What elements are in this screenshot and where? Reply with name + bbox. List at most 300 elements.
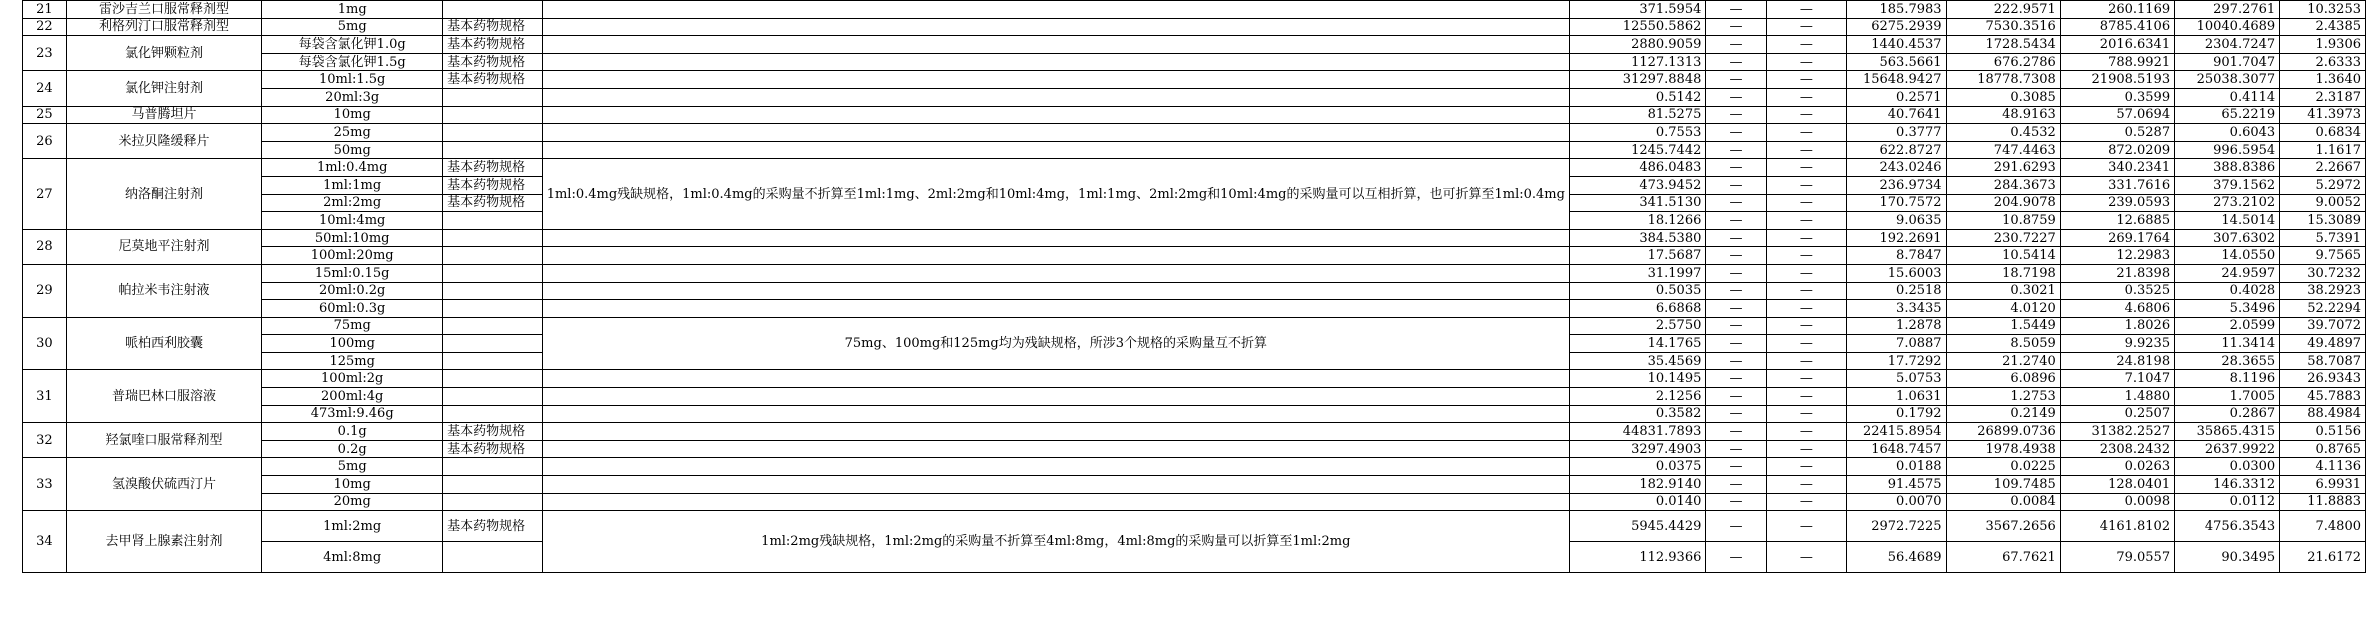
basic-drug-flag-cell xyxy=(443,493,543,511)
value-cell-5: 9.7565 xyxy=(2280,247,2366,265)
drug-name-cell: 哌柏西利胶囊 xyxy=(66,317,261,370)
value-cell-1: 0.3777 xyxy=(1847,124,1947,142)
value-cell-5: 11.8883 xyxy=(2280,493,2366,511)
basic-drug-flag-cell: 基本药物规格 xyxy=(443,440,543,458)
value-cell-5: 41.3973 xyxy=(2280,106,2366,124)
table-row xyxy=(23,370,2366,388)
value-cell-5: 0.8765 xyxy=(2280,440,2366,458)
basic-drug-flag-cell xyxy=(443,1,543,19)
row-number-cell: 22 xyxy=(23,18,67,36)
value-cell-4: 10040.4689 xyxy=(2175,18,2280,36)
conversion-note-cell: 1ml:0.4mg残缺规格，1ml:0.4mg的采购量不折算至1ml:1mg、2ml:2mg和10ml:4mg，1ml:1mg、2ml:2mg和10ml:4mg的采购量可以互相折算，也可折算至1ml:0.4mg xyxy=(542,159,1569,229)
value-cell-1: 563.5661 xyxy=(1847,53,1947,71)
value-cell-5: 2.6333 xyxy=(2280,53,2366,71)
value-cell-3: 0.3599 xyxy=(2060,88,2174,106)
table-row xyxy=(23,247,2366,265)
value-cell-1: 185.7983 xyxy=(1847,1,1947,19)
value-cell-5: 2.4385 xyxy=(2280,18,2366,36)
value-cell-3: 128.0401 xyxy=(2060,476,2174,494)
dash-cell: — xyxy=(1706,106,1766,124)
dash-cell: — xyxy=(1766,264,1846,282)
table-row xyxy=(23,282,2366,300)
value-cell-1: 8.7847 xyxy=(1847,247,1947,265)
conversion-note-cell xyxy=(542,370,1569,388)
value-cell-4: 65.2219 xyxy=(2175,106,2280,124)
table-row xyxy=(23,388,2366,406)
value-cell-1: 243.0246 xyxy=(1847,159,1947,177)
value-cell-5: 0.5156 xyxy=(2280,423,2366,441)
dash-cell: — xyxy=(1766,423,1846,441)
basic-drug-flag-cell xyxy=(443,352,543,370)
value-cell-3: 1.4880 xyxy=(2060,388,2174,406)
dash-cell: — xyxy=(1706,247,1766,265)
spec-cell: 5mg xyxy=(262,458,443,476)
spec-cell: 100mg xyxy=(262,335,443,353)
value-cell-3: 0.0098 xyxy=(2060,493,2174,511)
dash-cell: — xyxy=(1766,352,1846,370)
basic-drug-flag-cell xyxy=(443,106,543,124)
value-cell-4: 90.3495 xyxy=(2175,542,2280,573)
spec-cell: 1mg xyxy=(262,1,443,19)
value-cell-4: 0.4028 xyxy=(2175,282,2280,300)
row-number-cell: 33 xyxy=(23,458,67,511)
value-cell-3: 239.0593 xyxy=(2060,194,2174,212)
row-number-cell: 28 xyxy=(23,229,67,264)
table-body xyxy=(23,1,2366,573)
spec-cell: 1ml:1mg xyxy=(262,176,443,194)
value-cell-2: 1.5449 xyxy=(1946,317,2060,335)
value-cell-5: 1.9306 xyxy=(2280,36,2366,54)
table-row xyxy=(23,317,2366,335)
value-cell-4: 24.9597 xyxy=(2175,264,2280,282)
value-cell-5: 9.0052 xyxy=(2280,194,2366,212)
dash-cell: — xyxy=(1766,335,1846,353)
dash-cell: — xyxy=(1706,458,1766,476)
table-row xyxy=(23,141,2366,159)
spec-cell: 10mg xyxy=(262,476,443,494)
row-number-cell: 32 xyxy=(23,423,67,458)
value-cell-4: 2.0599 xyxy=(2175,317,2280,335)
value-cell-2: 204.9078 xyxy=(1946,194,2060,212)
value-cell-3: 2308.2432 xyxy=(2060,440,2174,458)
basic-drug-flag-cell: 基本药物规格 xyxy=(443,423,543,441)
purchase-amount-cell: 12550.5862 xyxy=(1569,18,1705,36)
spec-cell: 100ml:2g xyxy=(262,370,443,388)
value-cell-2: 4.0120 xyxy=(1946,300,2060,318)
purchase-amount-cell: 31297.8848 xyxy=(1569,71,1705,89)
purchase-amount-cell: 0.5035 xyxy=(1569,282,1705,300)
purchase-amount-cell: 0.0375 xyxy=(1569,458,1705,476)
value-cell-1: 6275.2939 xyxy=(1847,18,1947,36)
value-cell-3: 8785.4106 xyxy=(2060,18,2174,36)
value-cell-5: 5.2972 xyxy=(2280,176,2366,194)
spec-cell: 每袋含氯化钾1.5g xyxy=(262,53,443,71)
purchase-amount-cell: 341.5130 xyxy=(1569,194,1705,212)
value-cell-4: 0.2867 xyxy=(2175,405,2280,423)
conversion-note-cell: 1ml:2mg残缺规格，1ml:2mg的采购量不折算至4ml:8mg，4ml:8mg的采购量可以折算至1ml:2mg xyxy=(542,511,1569,573)
conversion-note-cell xyxy=(542,247,1569,265)
dash-cell: — xyxy=(1766,176,1846,194)
dash-cell: — xyxy=(1766,36,1846,54)
basic-drug-flag-cell xyxy=(443,370,543,388)
dash-cell: — xyxy=(1706,88,1766,106)
value-cell-5: 2.2667 xyxy=(2280,159,2366,177)
value-cell-2: 0.2149 xyxy=(1946,405,2060,423)
purchase-amount-cell: 2880.9059 xyxy=(1569,36,1705,54)
value-cell-2: 26899.0736 xyxy=(1946,423,2060,441)
basic-drug-flag-cell: 基本药物规格 xyxy=(443,194,543,212)
conversion-note-cell xyxy=(542,282,1569,300)
table-row xyxy=(23,300,2366,318)
basic-drug-flag-cell xyxy=(443,317,543,335)
purchase-amount-cell: 1127.1313 xyxy=(1569,53,1705,71)
purchase-amount-cell: 5945.4429 xyxy=(1569,511,1705,542)
drug-name-cell: 雷沙吉兰口服常释剂型 xyxy=(66,1,261,19)
drug-name-cell: 尼莫地平注射剂 xyxy=(66,229,261,264)
value-cell-2: 18.7198 xyxy=(1946,264,2060,282)
value-cell-4: 379.1562 xyxy=(2175,176,2280,194)
basic-drug-flag-cell: 基本药物规格 xyxy=(443,53,543,71)
purchase-amount-cell: 384.5380 xyxy=(1569,229,1705,247)
spec-cell: 20mg xyxy=(262,493,443,511)
value-cell-1: 2972.7225 xyxy=(1847,511,1947,542)
value-cell-2: 284.3673 xyxy=(1946,176,2060,194)
table-row xyxy=(23,88,2366,106)
drug-name-cell: 马普腾坦片 xyxy=(66,106,261,124)
dash-cell: — xyxy=(1706,405,1766,423)
conversion-note-cell xyxy=(542,440,1569,458)
value-cell-4: 5.3496 xyxy=(2175,300,2280,318)
value-cell-3: 872.0209 xyxy=(2060,141,2174,159)
drug-name-cell: 羟氯喹口服常释剂型 xyxy=(66,423,261,458)
value-cell-2: 676.2786 xyxy=(1946,53,2060,71)
value-cell-1: 0.2518 xyxy=(1847,282,1947,300)
purchase-amount-cell: 0.5142 xyxy=(1569,88,1705,106)
conversion-note-cell xyxy=(542,71,1569,89)
dash-cell: — xyxy=(1766,476,1846,494)
spec-cell: 100ml:20mg xyxy=(262,247,443,265)
value-cell-4: 388.8386 xyxy=(2175,159,2280,177)
value-cell-3: 12.6885 xyxy=(2060,212,2174,230)
conversion-note-cell xyxy=(542,18,1569,36)
spec-cell: 20ml:3g xyxy=(262,88,443,106)
dash-cell: — xyxy=(1706,1,1766,19)
purchase-amount-cell: 182.9140 xyxy=(1569,476,1705,494)
table-row xyxy=(23,458,2366,476)
dash-cell: — xyxy=(1766,511,1846,542)
table-row xyxy=(23,440,2366,458)
value-cell-4: 4756.3543 xyxy=(2175,511,2280,542)
dash-cell: — xyxy=(1706,440,1766,458)
value-cell-1: 0.2571 xyxy=(1847,88,1947,106)
spec-cell: 25mg xyxy=(262,124,443,142)
value-cell-1: 40.7641 xyxy=(1847,106,1947,124)
dash-cell: — xyxy=(1706,53,1766,71)
row-number-cell: 27 xyxy=(23,159,67,229)
purchase-amount-cell: 0.7553 xyxy=(1569,124,1705,142)
value-cell-2: 0.3085 xyxy=(1946,88,2060,106)
purchase-amount-cell: 112.9366 xyxy=(1569,542,1705,573)
spec-cell: 75mg xyxy=(262,317,443,335)
purchase-amount-cell: 3297.4903 xyxy=(1569,440,1705,458)
conversion-note-cell: 75mg、100mg和125mg均为残缺规格，所涉3个规格的采购量互不折算 xyxy=(542,317,1569,370)
value-cell-2: 48.9163 xyxy=(1946,106,2060,124)
value-cell-5: 26.9343 xyxy=(2280,370,2366,388)
basic-drug-flag-cell xyxy=(443,300,543,318)
dash-cell: — xyxy=(1766,124,1846,142)
value-cell-1: 0.0070 xyxy=(1847,493,1947,511)
value-cell-2: 222.9571 xyxy=(1946,1,2060,19)
dash-cell: — xyxy=(1706,542,1766,573)
value-cell-1: 15.6003 xyxy=(1847,264,1947,282)
value-cell-2: 0.0084 xyxy=(1946,493,2060,511)
value-cell-4: 11.3414 xyxy=(2175,335,2280,353)
value-cell-1: 0.1792 xyxy=(1847,405,1947,423)
value-cell-3: 340.2341 xyxy=(2060,159,2174,177)
spec-cell: 10ml:1.5g xyxy=(262,71,443,89)
basic-drug-flag-cell: 基本药物规格 xyxy=(443,18,543,36)
value-cell-1: 7.0887 xyxy=(1847,335,1947,353)
value-cell-4: 901.7047 xyxy=(2175,53,2280,71)
value-cell-3: 1.8026 xyxy=(2060,317,2174,335)
value-cell-2: 21.2740 xyxy=(1946,352,2060,370)
conversion-note-cell xyxy=(542,493,1569,511)
spec-cell: 10ml:4mg xyxy=(262,212,443,230)
dash-cell: — xyxy=(1766,159,1846,177)
conversion-note-cell xyxy=(542,36,1569,54)
table-row xyxy=(23,18,2366,36)
table-row xyxy=(23,423,2366,441)
value-cell-3: 4.6806 xyxy=(2060,300,2174,318)
value-cell-4: 146.3312 xyxy=(2175,476,2280,494)
conversion-note-cell xyxy=(542,53,1569,71)
value-cell-3: 21.8398 xyxy=(2060,264,2174,282)
conversion-note-cell xyxy=(542,1,1569,19)
conversion-note-cell xyxy=(542,88,1569,106)
basic-drug-flag-cell xyxy=(443,476,543,494)
value-cell-4: 35865.4315 xyxy=(2175,423,2280,441)
spec-cell: 50ml:10mg xyxy=(262,229,443,247)
purchase-amount-cell: 44831.7893 xyxy=(1569,423,1705,441)
value-cell-1: 170.7572 xyxy=(1847,194,1947,212)
dash-cell: — xyxy=(1766,18,1846,36)
value-cell-2: 3567.2656 xyxy=(1946,511,2060,542)
value-cell-5: 1.3640 xyxy=(2280,71,2366,89)
drug-name-cell: 米拉贝隆缓释片 xyxy=(66,124,261,159)
dash-cell: — xyxy=(1766,493,1846,511)
value-cell-3: 331.7616 xyxy=(2060,176,2174,194)
dash-cell: — xyxy=(1766,440,1846,458)
row-number-cell: 23 xyxy=(23,36,67,71)
dash-cell: — xyxy=(1706,141,1766,159)
basic-drug-flag-cell xyxy=(443,405,543,423)
spec-cell: 473ml:9.46g xyxy=(262,405,443,423)
value-cell-2: 1.2753 xyxy=(1946,388,2060,406)
value-cell-5: 45.7883 xyxy=(2280,388,2366,406)
value-cell-4: 0.6043 xyxy=(2175,124,2280,142)
value-cell-1: 1648.7457 xyxy=(1847,440,1947,458)
drug-name-cell: 氢溴酸伏硫西汀片 xyxy=(66,458,261,511)
drug-name-cell: 利格列汀口服常释剂型 xyxy=(66,18,261,36)
conversion-note-cell xyxy=(542,405,1569,423)
table-row xyxy=(23,493,2366,511)
spec-cell: 1ml:2mg xyxy=(262,511,443,542)
value-cell-3: 4161.8102 xyxy=(2060,511,2174,542)
row-number-cell: 30 xyxy=(23,317,67,370)
value-cell-1: 236.9734 xyxy=(1847,176,1947,194)
dash-cell: — xyxy=(1766,71,1846,89)
value-cell-3: 269.1764 xyxy=(2060,229,2174,247)
conversion-note-cell xyxy=(542,141,1569,159)
basic-drug-flag-cell xyxy=(443,458,543,476)
table-row xyxy=(23,159,2366,177)
value-cell-2: 230.7227 xyxy=(1946,229,2060,247)
value-cell-3: 12.2983 xyxy=(2060,247,2174,265)
value-cell-1: 1.2878 xyxy=(1847,317,1947,335)
purchase-amount-cell: 2.5750 xyxy=(1569,317,1705,335)
value-cell-2: 10.5414 xyxy=(1946,247,2060,265)
value-cell-4: 14.5014 xyxy=(2175,212,2280,230)
dash-cell: — xyxy=(1766,141,1846,159)
dash-cell: — xyxy=(1706,476,1766,494)
dash-cell: — xyxy=(1706,194,1766,212)
dash-cell: — xyxy=(1766,370,1846,388)
table-row xyxy=(23,106,2366,124)
table-row xyxy=(23,53,2366,71)
value-cell-4: 297.2761 xyxy=(2175,1,2280,19)
spec-cell: 0.1g xyxy=(262,423,443,441)
value-cell-5: 58.7087 xyxy=(2280,352,2366,370)
conversion-note-cell xyxy=(542,476,1569,494)
basic-drug-flag-cell: 基本药物规格 xyxy=(443,36,543,54)
conversion-note-cell xyxy=(542,124,1569,142)
value-cell-4: 1.7005 xyxy=(2175,388,2280,406)
value-cell-4: 0.4114 xyxy=(2175,88,2280,106)
dash-cell: — xyxy=(1706,159,1766,177)
conversion-note-cell xyxy=(542,106,1569,124)
dash-cell: — xyxy=(1706,282,1766,300)
value-cell-4: 8.1196 xyxy=(2175,370,2280,388)
spec-cell: 60ml:0.3g xyxy=(262,300,443,318)
conversion-note-cell xyxy=(542,229,1569,247)
drug-name-cell: 帕拉米韦注射液 xyxy=(66,264,261,317)
value-cell-1: 17.7292 xyxy=(1847,352,1947,370)
value-cell-5: 10.3253 xyxy=(2280,1,2366,19)
dash-cell: — xyxy=(1706,511,1766,542)
value-cell-3: 21908.5193 xyxy=(2060,71,2174,89)
dash-cell: — xyxy=(1706,36,1766,54)
basic-drug-flag-cell xyxy=(443,335,543,353)
basic-drug-flag-cell xyxy=(443,212,543,230)
basic-drug-flag-cell xyxy=(443,124,543,142)
value-cell-2: 1728.5434 xyxy=(1946,36,2060,54)
basic-drug-flag-cell: 基本药物规格 xyxy=(443,71,543,89)
value-cell-5: 39.7072 xyxy=(2280,317,2366,335)
basic-drug-flag-cell xyxy=(443,88,543,106)
value-cell-5: 38.2923 xyxy=(2280,282,2366,300)
dash-cell: — xyxy=(1706,300,1766,318)
dash-cell: — xyxy=(1766,247,1846,265)
value-cell-4: 28.3655 xyxy=(2175,352,2280,370)
dash-cell: — xyxy=(1706,212,1766,230)
dash-cell: — xyxy=(1766,212,1846,230)
value-cell-3: 24.8198 xyxy=(2060,352,2174,370)
basic-drug-flag-cell xyxy=(443,247,543,265)
value-cell-3: 7.1047 xyxy=(2060,370,2174,388)
value-cell-2: 1978.4938 xyxy=(1946,440,2060,458)
basic-drug-flag-cell xyxy=(443,542,543,573)
dash-cell: — xyxy=(1766,229,1846,247)
dash-cell: — xyxy=(1766,88,1846,106)
spec-cell: 0.2g xyxy=(262,440,443,458)
dash-cell: — xyxy=(1766,194,1846,212)
drug-name-cell: 氯化钾颗粒剂 xyxy=(66,36,261,71)
dash-cell: — xyxy=(1766,388,1846,406)
basic-drug-flag-cell: 基本药物规格 xyxy=(443,159,543,177)
dash-cell: — xyxy=(1766,282,1846,300)
conversion-note-cell xyxy=(542,458,1569,476)
value-cell-4: 0.0112 xyxy=(2175,493,2280,511)
value-cell-4: 2304.7247 xyxy=(2175,36,2280,54)
value-cell-3: 31382.2527 xyxy=(2060,423,2174,441)
value-cell-2: 109.7485 xyxy=(1946,476,2060,494)
value-cell-2: 291.6293 xyxy=(1946,159,2060,177)
purchase-amount-cell: 35.4569 xyxy=(1569,352,1705,370)
value-cell-1: 192.2691 xyxy=(1847,229,1947,247)
value-cell-3: 260.1169 xyxy=(2060,1,2174,19)
row-number-cell: 34 xyxy=(23,511,67,573)
purchase-amount-cell: 486.0483 xyxy=(1569,159,1705,177)
value-cell-3: 79.0557 xyxy=(2060,542,2174,573)
value-cell-1: 5.0753 xyxy=(1847,370,1947,388)
basic-drug-flag-cell xyxy=(443,388,543,406)
table-row xyxy=(23,264,2366,282)
spec-cell: 125mg xyxy=(262,352,443,370)
purchase-amount-cell: 0.3582 xyxy=(1569,405,1705,423)
value-cell-2: 10.8759 xyxy=(1946,212,2060,230)
spec-cell: 20ml:0.2g xyxy=(262,282,443,300)
basic-drug-flag-cell xyxy=(443,282,543,300)
conversion-note-cell xyxy=(542,388,1569,406)
purchase-amount-cell: 14.1765 xyxy=(1569,335,1705,353)
value-cell-3: 0.0263 xyxy=(2060,458,2174,476)
value-cell-4: 25038.3077 xyxy=(2175,71,2280,89)
value-cell-3: 0.3525 xyxy=(2060,282,2174,300)
value-cell-5: 21.6172 xyxy=(2280,542,2366,573)
value-cell-2: 0.0225 xyxy=(1946,458,2060,476)
row-number-cell: 26 xyxy=(23,124,67,159)
dash-cell: — xyxy=(1766,458,1846,476)
value-cell-1: 3.3435 xyxy=(1847,300,1947,318)
dash-cell: — xyxy=(1706,18,1766,36)
dash-cell: — xyxy=(1766,317,1846,335)
value-cell-1: 15648.9427 xyxy=(1847,71,1947,89)
value-cell-5: 88.4984 xyxy=(2280,405,2366,423)
dash-cell: — xyxy=(1766,300,1846,318)
row-number-cell: 31 xyxy=(23,370,67,423)
value-cell-3: 0.2507 xyxy=(2060,405,2174,423)
table-row xyxy=(23,71,2366,89)
value-cell-5: 49.4897 xyxy=(2280,335,2366,353)
purchase-amount-cell: 371.5954 xyxy=(1569,1,1705,19)
value-cell-1: 1440.4537 xyxy=(1847,36,1947,54)
value-cell-1: 91.4575 xyxy=(1847,476,1947,494)
dash-cell: — xyxy=(1706,493,1766,511)
value-cell-3: 0.5287 xyxy=(2060,124,2174,142)
dash-cell: — xyxy=(1706,388,1766,406)
value-cell-5: 52.2294 xyxy=(2280,300,2366,318)
drug-name-cell: 去甲肾上腺素注射剂 xyxy=(66,511,261,573)
